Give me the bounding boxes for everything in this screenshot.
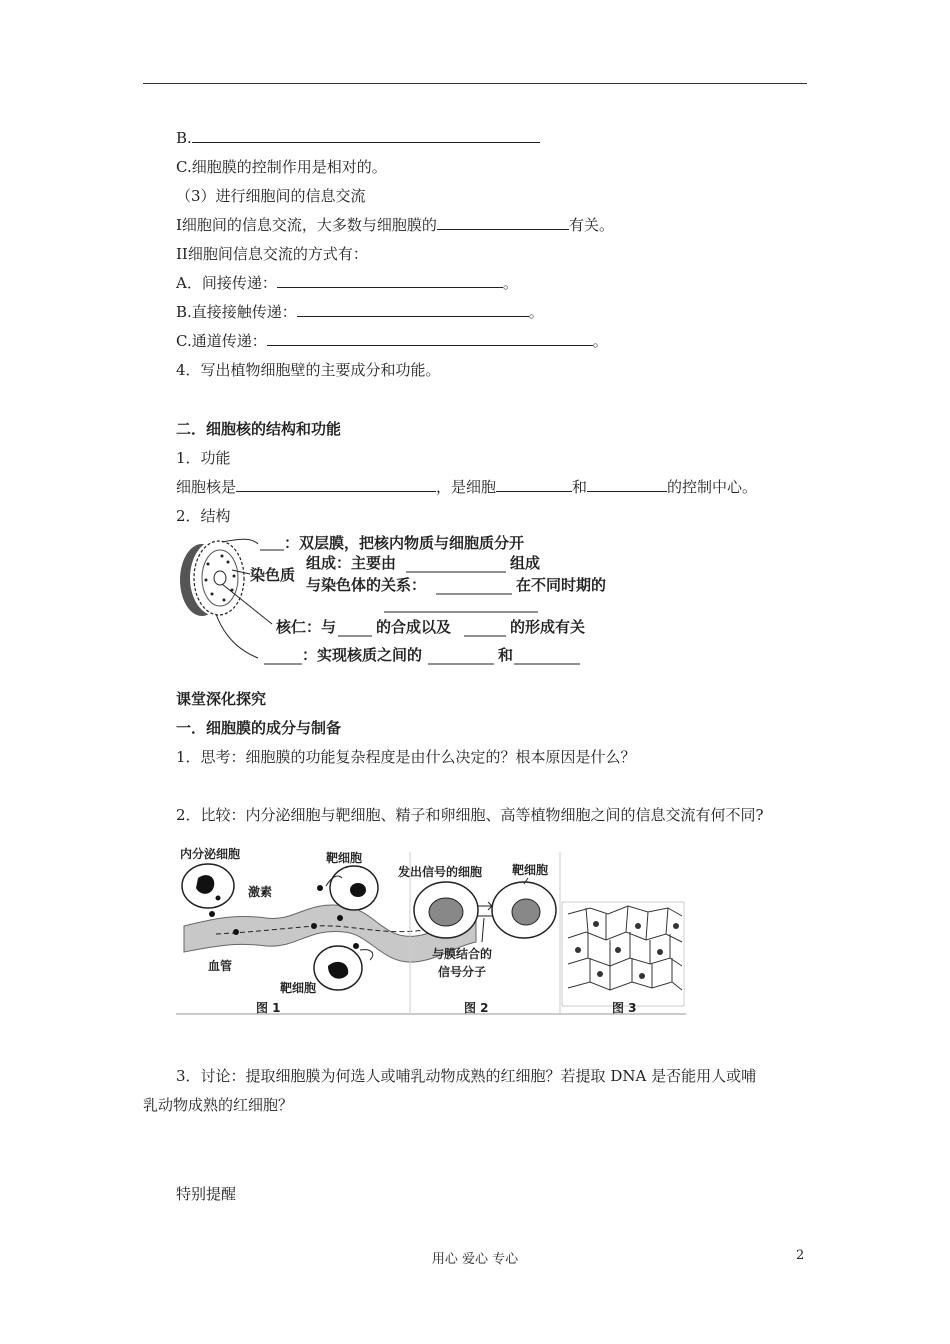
pore-and: 和 bbox=[498, 646, 514, 664]
way-c: C.通道传递： 。 bbox=[176, 332, 608, 350]
membrane-label: ：双层膜，把核内物质与细胞质分开 bbox=[284, 534, 525, 552]
caption-figure-2: 图 2 bbox=[464, 1001, 489, 1015]
label-endocrine-cell: 内分泌细胞 bbox=[180, 847, 241, 861]
pore-label: ：实现核质之间的 bbox=[302, 646, 423, 664]
nucleus-structure-diagram bbox=[172, 532, 632, 672]
question-discuss-line2: 乳动物成熟的红细胞？ bbox=[143, 1096, 294, 1114]
relation-post: 在不同时期的 bbox=[516, 576, 607, 594]
header-rule bbox=[143, 83, 807, 84]
subheading-membrane: 一．细胞膜的成分与制备 bbox=[176, 719, 342, 737]
label-signal-molecule-1: 与膜结合的 bbox=[432, 947, 493, 961]
relation-label: 与染色体的关系： bbox=[306, 576, 427, 594]
diagram-labels bbox=[250, 534, 606, 664]
nucleolus-mid: 的合成以及 bbox=[376, 618, 452, 636]
item-c: C.细胞膜的控制作用是相对的。 bbox=[176, 158, 387, 176]
info-exchange-i: I细胞间的信息交流，大多数与细胞膜的 有关。 bbox=[176, 216, 614, 234]
question-compare: 2．比较：内分泌细胞与靶细胞、精子和卵细胞、高等植物细胞之间的信息交流有何不同? bbox=[176, 806, 764, 824]
label-signal-sender: 发出信号的细胞 bbox=[398, 865, 483, 879]
way-b: B.直接接触传递： 。 bbox=[176, 303, 544, 321]
composition-post: 组成 bbox=[510, 554, 541, 572]
label-target-bottom: 靶细胞 bbox=[280, 981, 317, 995]
question-think: 1．思考：细胞膜的功能复杂程度是由什么决定的？根本原因是什么？ bbox=[176, 748, 636, 766]
nucleolus-post: 的形成有关 bbox=[510, 618, 586, 636]
caption-figure-1: 图 1 bbox=[256, 1001, 281, 1015]
question-4: 4．写出植物细胞壁的主要成分和功能。 bbox=[176, 361, 441, 379]
item-b: B. bbox=[176, 128, 540, 148]
subheading-3: （3）进行细胞间的信息交流 bbox=[176, 187, 366, 205]
label-hormone: 激素 bbox=[248, 885, 273, 899]
label-signal-molecule-2: 信号分子 bbox=[438, 965, 487, 979]
structure-title: 2．结构 bbox=[176, 507, 231, 525]
special-reminder: 特别提醒 bbox=[176, 1185, 237, 1203]
page-number: 2 bbox=[796, 1248, 805, 1263]
question-discuss-line1: 3．讨论：提取细胞膜为何选人或哺乳动物成熟的红细胞？若提取 DNA 是否能用人或哺 bbox=[176, 1067, 757, 1085]
function-line: 细胞核是 ，是细胞 和 的控制中心。 bbox=[176, 478, 758, 496]
caption-figure-3: 图 3 bbox=[612, 1001, 637, 1015]
figure-2 bbox=[414, 878, 556, 942]
chromatin-label: 染色质 bbox=[250, 566, 296, 584]
footer-text: 用心 爱心 专心 bbox=[431, 1252, 519, 1267]
way-a: A．间接传递： 。 bbox=[176, 274, 518, 292]
section-heading-nucleus: 二．细胞核的结构和功能 bbox=[176, 420, 342, 438]
signal-figures bbox=[176, 842, 686, 1018]
composition-label: 组成：主要由 bbox=[306, 554, 397, 572]
section-heading-inquiry: 课堂深化探究 bbox=[176, 690, 267, 708]
label-vessel: 血管 bbox=[208, 959, 233, 973]
function-title: 1．功能 bbox=[176, 449, 231, 467]
label-signal-target: 靶细胞 bbox=[512, 863, 549, 877]
label-target-top: 靶细胞 bbox=[326, 851, 363, 865]
nucleolus-label: 核仁：与 bbox=[276, 618, 337, 636]
info-exchange-ii: II细胞间信息交流的方式有： bbox=[176, 245, 368, 263]
figure-3 bbox=[562, 902, 684, 1006]
nucleus-illustration bbox=[180, 540, 244, 616]
